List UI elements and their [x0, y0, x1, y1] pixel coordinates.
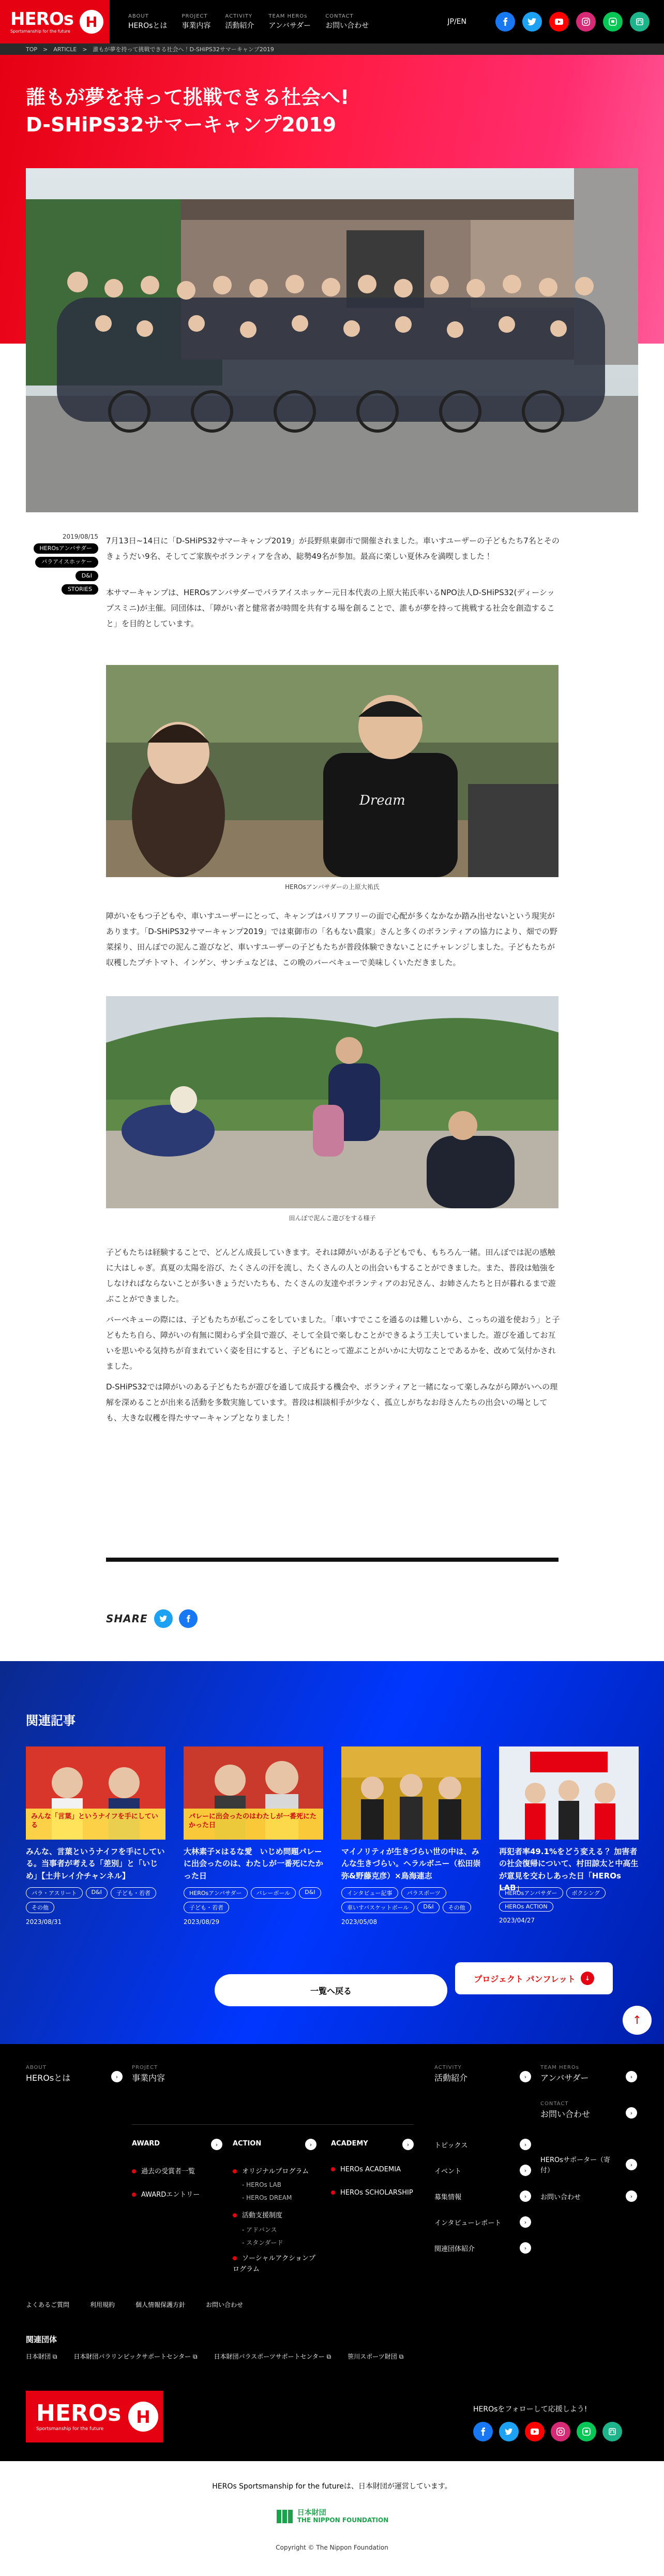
- logo-tagline: Sportsmanship for the future: [10, 28, 70, 34]
- instagram-icon[interactable]: [551, 2422, 570, 2441]
- article-title-line2: D-SHiPS32サマーキャンプ2019: [26, 113, 337, 137]
- global-header: [0, 0, 664, 43]
- project-pamphlet-button[interactable]: [455, 1962, 613, 1994]
- language-switch[interactable]: JP/EN: [447, 18, 466, 26]
- footer-en: PROJECT: [132, 2065, 158, 2070]
- footer: [0, 2044, 664, 2461]
- article-paragraph: 障がいをもつ子どもや、車いすユーザーにとって、キャンプはバリアフリーの面で心配が多くなかなか踏み出せないという現実があります。「D-SHiPS32サマーキャンプ2019」では東御市の「名もない農家」さんと多くのボランティアの協力により、畑での野菜採り、田んぼでの泥んこ遊びなど、車いすユーザーの子どもたちが普段体験できないことにチャレンジしました。子どもたちが収穫したプチトマト、インゲン、サンチュなどは、この晩のバーベキューで美味しくいただきました。: [106, 911, 557, 967]
- footer-team-item[interactable]: お問い合わせ: [540, 2194, 581, 2201]
- related-heading: 関連記事: [26, 1713, 76, 1728]
- nav-about[interactable]: [128, 13, 167, 31]
- nav-team-en: TEAM HEROs: [268, 13, 308, 19]
- related-tag[interactable]: 子ども・若者: [111, 1887, 156, 1899]
- external-link-icon: ⧉: [399, 2353, 404, 2360]
- footer-activity-item[interactable]: インタビューレポート: [434, 2219, 502, 2227]
- tag-para-ice-hockey[interactable]: パラアイスホッケー: [35, 557, 98, 567]
- instagram-icon[interactable]: [576, 12, 596, 32]
- related-tag[interactable]: 車いすバスケットボール: [341, 1902, 414, 1913]
- related-thumbnail: [341, 1746, 481, 1840]
- site-logo[interactable]: [0, 0, 110, 43]
- footer-academy-item[interactable]: HEROs SCHOLARSHIP: [331, 2189, 413, 2197]
- footer-award-head[interactable]: AWARD: [132, 2140, 160, 2148]
- scroll-to-top-button[interactable]: [623, 2006, 652, 2035]
- related-card[interactable]: [499, 1746, 639, 1924]
- nav-activity[interactable]: [225, 13, 254, 31]
- share-twitter-icon[interactable]: [154, 1609, 173, 1628]
- arrow-right-icon[interactable]: ›: [520, 2165, 531, 2176]
- back-to-list-button[interactable]: 一覧へ戻る: [215, 1974, 447, 2006]
- footer-activity-item[interactable]: 関連団体紹介: [434, 2245, 475, 2253]
- site-bottom: [0, 2461, 664, 2576]
- share-facebook-icon[interactable]: [179, 1609, 198, 1628]
- article-photo: [106, 665, 559, 877]
- article-title: [26, 84, 349, 139]
- arrow-right-icon[interactable]: ›: [305, 2139, 316, 2150]
- footer-activity-item[interactable]: イベント: [434, 2168, 462, 2175]
- org-link[interactable]: 日本財団 ⧉: [26, 2353, 57, 2360]
- footer-label: アンバサダー: [540, 2073, 589, 2083]
- external-link-icon: ⧉: [52, 2353, 57, 2360]
- arrow-right-icon[interactable]: ›: [626, 2107, 637, 2119]
- nav-activity-label: 活動紹介: [225, 21, 254, 30]
- footer-link-terms[interactable]: 利用規約: [90, 2301, 115, 2308]
- related-tag[interactable]: D&I: [86, 1887, 108, 1899]
- footer-label: HEROsとは: [26, 2073, 71, 2083]
- svg-text:Dream: Dream: [359, 793, 405, 808]
- nav-project[interactable]: [182, 13, 210, 31]
- related-tag[interactable]: その他: [26, 1902, 54, 1913]
- arrow-right-icon[interactable]: ›: [520, 2242, 531, 2254]
- related-tag[interactable]: D&I: [299, 1887, 321, 1899]
- footer-team[interactable]: [540, 2065, 588, 2083]
- thumb-caption: みんな「言葉」というナイフを手にしている: [31, 1813, 158, 1829]
- footer-link-contact[interactable]: お問い合わせ: [206, 2301, 244, 2308]
- footer-label: お問い合わせ: [540, 2109, 591, 2119]
- nippon-foundation-logo[interactable]: [0, 2509, 664, 2524]
- foundation-name-ja: 日本財団: [297, 2508, 326, 2517]
- breadcrumb: [0, 43, 664, 55]
- footer-academy-item[interactable]: HEROs ACADEMIA: [331, 2166, 401, 2173]
- related-thumbnail: [499, 1746, 639, 1840]
- external-link-icon: ⧉: [326, 2353, 331, 2360]
- footer-en: ABOUT: [26, 2065, 47, 2070]
- footer-action-item[interactable]: 活動支援制度: [233, 2210, 282, 2219]
- global-nav: [128, 13, 369, 31]
- arrow-right-icon[interactable]: ›: [211, 2139, 222, 2150]
- related-thumbnail: [26, 1746, 165, 1840]
- logo-mark-icon: [80, 10, 103, 34]
- footer-logo-tagline: Sportsmanship for the future: [36, 2426, 104, 2432]
- footer-award-item[interactable]: 過去の受賞者一覧: [132, 2166, 195, 2175]
- logo-wordmark: HEROs: [10, 8, 74, 29]
- foundation-name-en: THE NIPPON FOUNDATION: [297, 2516, 389, 2524]
- footer-logo[interactable]: [26, 2391, 163, 2442]
- line-icon[interactable]: [577, 2422, 596, 2441]
- nav-activity-en: ACTIVITY: [225, 13, 253, 19]
- arrow-right-icon[interactable]: ›: [520, 2216, 531, 2228]
- related-title: みんな、言葉というナイフを手にしている。当事者が考える「差別」と「いじめ」【土井レイ介チャンネル】: [26, 1847, 165, 1881]
- footer-action-item[interactable]: ソーシャルアクションプログラム: [233, 2255, 315, 2273]
- footer-link-faq[interactable]: よくあるご質問: [26, 2301, 70, 2308]
- article-paragraph: 7月13日~14日に「D-SHiPS32サマーキャンプ2019」が長野県東御市で開催されました。車いすユーザーの子どもたち7名とそのきょうだい9名、そしてご家族やボランティアを含め、総勢49名が参加。最高に楽しい夏休みを満喫しました！: [106, 536, 560, 561]
- footer-activity[interactable]: [434, 2065, 467, 2083]
- logo-mark-icon: [128, 2402, 158, 2432]
- related-card[interactable]: [184, 1746, 323, 1926]
- article-paragraph: 子どもたちは経験することで、どんどん成長していきます。それは障がいがある子どもでも、もちろん一緒。田んぼでは泥の感触に大はしゃぎ。真夏の太陽を浴び、たくさんの汗を流し、たくさんの人との出会いもすることができました。また、普段は勉強をしなければならないことが多いきょうだいたちも、たくさんの友達やボランティアのお兄さん、お姉さんたちと日が暮れるまで遊ぶことができました。: [106, 1248, 556, 1304]
- related-tag[interactable]: パラスポーツ: [401, 1887, 446, 1899]
- footer-logo-wordmark: HEROs: [36, 2400, 122, 2426]
- footer-org-heading: 関連団体: [26, 2335, 57, 2344]
- related-tags: [499, 1887, 639, 1912]
- line-icon[interactable]: [603, 12, 623, 32]
- download-icon: ↓: [581, 1972, 594, 1985]
- footer-action-item[interactable]: オリジナルプログラム: [233, 2166, 309, 2175]
- tag-di[interactable]: D&I: [76, 571, 98, 581]
- related-tag[interactable]: バレーボール: [251, 1887, 296, 1899]
- org-link[interactable]: 日本財団パラリンピックサポートセンター ⧉: [73, 2353, 198, 2360]
- arrow-right-icon[interactable]: ›: [626, 2159, 637, 2170]
- footer-en: ACTIVITY: [434, 2065, 462, 2070]
- related-tag[interactable]: 子ども・若者: [184, 1902, 229, 1913]
- related-title: 再犯者率49.1%をどう変える？ 加害者の社会復帰について、村田諒太と中高生が意見を交わしあった日「HEROs LAB」: [499, 1847, 639, 1892]
- related-tags: [184, 1887, 323, 1913]
- arrow-right-icon[interactable]: ›: [520, 2139, 531, 2150]
- footer-org-links: [26, 2352, 403, 2361]
- nav-contact[interactable]: [325, 13, 369, 31]
- footer-team-item[interactable]: HEROsサポーター（寄付）: [540, 2156, 611, 2174]
- org-link[interactable]: 日本財団パラスポーツサポートセンター ⧉: [214, 2353, 331, 2360]
- nav-about-label: HEROsとは: [128, 21, 168, 30]
- footer-contact[interactable]: [540, 2101, 590, 2120]
- note-icon[interactable]: [602, 2422, 622, 2441]
- nav-contact-en: CONTACT: [325, 13, 354, 19]
- footer-action-sub[interactable]: - HEROs DREAM: [242, 2194, 292, 2201]
- share-bar: [106, 1609, 198, 1628]
- footer-action-sub[interactable]: - アドバンス: [242, 2226, 277, 2233]
- twitter-icon[interactable]: [522, 12, 542, 32]
- related-title: 大林素子×はるな愛 いじめ問題パレーに出会ったのは、わたしが一番死にたかった日: [184, 1847, 324, 1881]
- related-date: 2023/08/31: [26, 1918, 62, 1926]
- footer-links: [26, 2300, 243, 2309]
- arrow-right-icon[interactable]: ›: [402, 2139, 414, 2150]
- footer-academy-head[interactable]: ACADEMY: [331, 2140, 368, 2148]
- footer-action-sub[interactable]: - HEROs LAB: [242, 2181, 282, 2188]
- operated-by: HEROs Sportsmanship for the futureは、日本財団が運営しています。: [212, 2482, 452, 2491]
- related-tag[interactable]: パラ・アスリート: [26, 1887, 83, 1899]
- related-card[interactable]: [341, 1746, 481, 1926]
- tag-ambassador[interactable]: HEROsアンバサダー: [34, 543, 99, 554]
- related-title: マイノリティが生きづらい世の中は、みんな生きづらい。ヘラルボニー（松田崇弥&野藤克彦）×鳥海連志: [341, 1847, 481, 1881]
- nippon-foundation-mark-icon: [276, 2509, 293, 2524]
- main-photo: [26, 168, 638, 512]
- footer-about[interactable]: [26, 2065, 70, 2083]
- related-thumbnail: [184, 1746, 323, 1840]
- footer-activity-item[interactable]: 募集情報: [434, 2194, 462, 2201]
- article-paragraph: D-SHiPS32では障がいのある子どもたちが遊びを通して成長する機会や、ボランティアと一緒になって楽しみながら障がいへの理解を深めることが出来る活動を多数実施しています。普段は相談相手が少なく、孤立しがちなお母さんたちの出会いの場としても、大きな収穫を得たサマーキャンプとなりました！: [106, 1382, 558, 1423]
- footer-label: 事業内容: [132, 2073, 165, 2083]
- thumb-caption: パレーに出会ったのはわたしが一番死にたかった日: [189, 1813, 317, 1829]
- facebook-icon[interactable]: [495, 12, 515, 32]
- footer-project[interactable]: [132, 2065, 165, 2083]
- related-date: 2023/04/27: [499, 1917, 535, 1924]
- follow-text: HEROsをフォローして応援しよう!: [473, 2405, 587, 2414]
- arrow-right-icon[interactable]: ›: [520, 2190, 531, 2202]
- footer-label: 活動紹介: [434, 2073, 468, 2083]
- article-paragraph: バーベキューの際には、子どもたちが私ごっこをしていました。「車いすでここを通るのは難しいから、こっちの道を使おう」と子どもたち自ら、障がいの有無に関わらず全員で遊び、そして全員で楽しむことができるよう工夫していました。遊びを通してお互いを思いやる気持ちが育まれていく姿を目にすると、子どもにとって遊ぶことがいかに大切なことであるかを、改めて気付かされました。: [106, 1315, 560, 1371]
- related-tag[interactable]: その他: [443, 1902, 471, 1913]
- breadcrumb-text[interactable]: TOP > ARTICLE > 誰もが夢を持って挑戦できる社会へ！D-SHiPS32サマーキャンプ2019: [26, 46, 274, 53]
- footer-link-privacy[interactable]: 個人情報保護方針: [135, 2301, 186, 2308]
- youtube-icon[interactable]: [525, 2422, 545, 2441]
- related-tag[interactable]: HEROs ACTION: [499, 1902, 553, 1912]
- nav-team-label: アンバサダー: [268, 21, 311, 30]
- related-tags: [341, 1887, 481, 1913]
- nav-contact-label: お問い合わせ: [325, 21, 369, 30]
- external-link-icon: ⧉: [192, 2353, 198, 2360]
- nav-project-label: 事業内容: [182, 21, 211, 30]
- related-card[interactable]: [26, 1746, 165, 1926]
- project-pamphlet-label: プロジェクト パンフレット: [474, 1974, 576, 1984]
- article-paragraph: 本サマーキャンプは、HEROsアンバサダーでパラアイスホッケー元日本代表の上原大祐氏率いるNPO法人D-SHiPS32(ディーシップスミニ)が主催。同団体は、「障がい者と健常者が時間を共有する場を創ることで、誰もが夢を持って挑戦する社会を創造すること」を目的としています。: [106, 588, 555, 628]
- photo-caption: 田んぼで泥んこ遊びをする様子: [289, 1215, 376, 1222]
- youtube-icon[interactable]: [549, 12, 569, 32]
- related-tag[interactable]: インタビュー記事: [341, 1887, 398, 1899]
- footer-en: TEAM HEROs: [540, 2065, 579, 2070]
- footer-social: [473, 2422, 622, 2441]
- tag-stories[interactable]: STORIES: [62, 584, 98, 595]
- related-tags: [26, 1887, 165, 1913]
- header-right: [447, 12, 664, 32]
- nav-about-en: ABOUT: [128, 13, 149, 19]
- photo-caption: HEROsアンバサダーの上原大祐氏: [285, 883, 380, 891]
- footer-divider: [132, 2124, 414, 2125]
- footer-en: CONTACT: [540, 2101, 569, 2107]
- related-tag[interactable]: ボクシング: [566, 1887, 606, 1899]
- arrow-right-icon[interactable]: ›: [111, 2071, 123, 2082]
- related-date: 2023/08/29: [184, 1918, 220, 1926]
- article-photo: [106, 996, 559, 1208]
- related-date: 2023/05/08: [341, 1918, 378, 1926]
- arrow-right-icon[interactable]: ›: [626, 2071, 637, 2082]
- footer-action-head[interactable]: ACTION: [233, 2140, 262, 2148]
- org-link[interactable]: 笹川スポーツ財団 ⧉: [348, 2353, 404, 2360]
- article-end-rule: [106, 1558, 559, 1562]
- facebook-icon[interactable]: [473, 2422, 493, 2441]
- share-label: SHARE: [106, 1612, 148, 1625]
- nav-project-en: PROJECT: [182, 13, 208, 19]
- twitter-icon[interactable]: [499, 2422, 519, 2441]
- related-tag[interactable]: D&I: [417, 1902, 439, 1913]
- arrow-up-icon: ↑: [632, 2014, 642, 2027]
- nav-team[interactable]: [268, 13, 311, 31]
- footer-award-item[interactable]: AWARDエントリー: [132, 2189, 200, 2199]
- article-meta: [26, 533, 98, 595]
- related-tag[interactable]: HEROsアンバサダー: [184, 1887, 248, 1899]
- note-icon[interactable]: [630, 12, 650, 32]
- article-date: 2019/08/15: [62, 533, 98, 540]
- footer-activity-item[interactable]: トピックス: [434, 2142, 468, 2150]
- copyright: Copyright © The Nippon Foundation: [276, 2544, 388, 2551]
- arrow-right-icon[interactable]: ›: [626, 2190, 637, 2202]
- footer-action-sub[interactable]: - スタンダード: [242, 2239, 283, 2246]
- arrow-right-icon[interactable]: ›: [520, 2071, 531, 2082]
- related-tag[interactable]: HEROsアンバサダー: [499, 1887, 563, 1899]
- article-title-line1: 誰もが夢を持って挑戦できる社会へ!: [26, 86, 350, 109]
